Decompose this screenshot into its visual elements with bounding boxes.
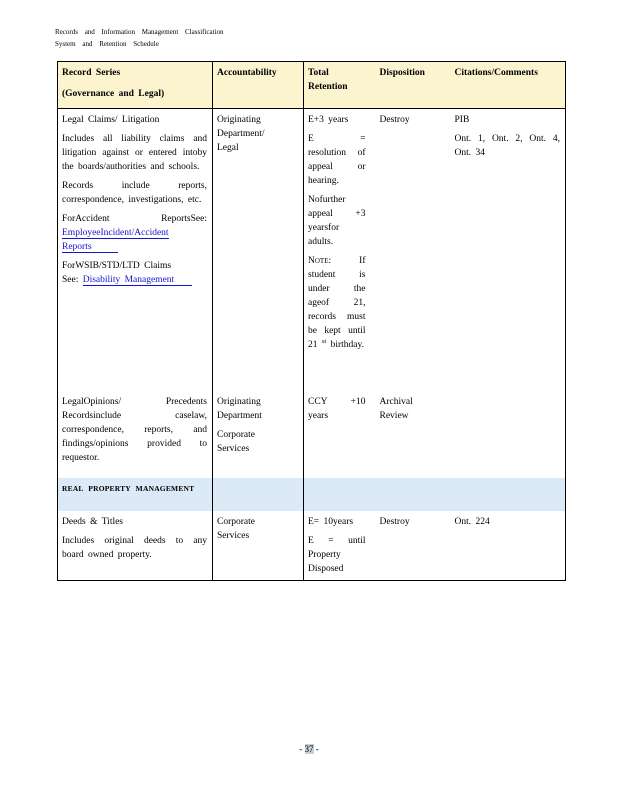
- column-header-total-retention: Total Retention: [304, 62, 376, 109]
- cell-citations-legal-opinions-empty: [451, 391, 566, 478]
- document-header-line2: System and Retention Schedule: [55, 40, 159, 48]
- record-title: Legal Claims/ Litigation: [62, 115, 160, 125]
- table-row-legal-claims: [58, 109, 566, 391]
- record-series-header-title: Record Series: [62, 68, 121, 78]
- retention-line: CCY +10 years: [308, 396, 366, 421]
- retention-note: [308, 254, 366, 352]
- retention-line: E+3 years: [308, 115, 349, 125]
- note-body: If student is under the ageof 21, records must be kept until 21: [308, 256, 366, 350]
- wsib-claims-reference: [62, 259, 207, 287]
- page-footer: [0, 744, 618, 754]
- cell-record-series-legal-opinions: [58, 391, 213, 478]
- record-title: Deeds & Titles: [62, 516, 124, 527]
- record-description: Includes original deeds to any board owned property.: [62, 535, 207, 560]
- record-description: LegalOpinions/ Precedents Recordsinclude caselaw, correspondence, reports, and findings/opinions provided to requestor.: [62, 396, 207, 463]
- cell-disposition-legal-claims: [376, 109, 451, 391]
- disposition-text: Archival Review: [379, 396, 413, 421]
- section-header-title: REAL PROPERTY MANAGEMENT: [62, 483, 195, 493]
- disposition-text: Destroy: [379, 516, 410, 527]
- table-row-deeds-titles: [58, 511, 566, 581]
- cell-citations-deeds: [451, 511, 566, 581]
- record-includes: Records include reports, correspondence, investigations, etc.: [62, 181, 207, 205]
- disposition-text: Destroy: [379, 115, 410, 125]
- column-header-accountability: Accountability: [213, 62, 304, 109]
- page-number-field: 37: [304, 744, 314, 754]
- accident-reports-label: ForAccident ReportsSee:: [62, 214, 207, 224]
- accident-reports-reference: [62, 212, 207, 254]
- column-header-record-series: [58, 62, 213, 109]
- column-header-disposition: Disposition: [376, 62, 451, 109]
- cell-accountability-legal-claims: [213, 109, 304, 391]
- column-header-citations: Citations/Comments: [451, 62, 566, 109]
- note-superscript: st: [321, 337, 327, 345]
- section-filler-cell: [451, 478, 566, 511]
- retention-line: Nofurther appeal +3 yearsfor adults.: [308, 195, 366, 247]
- table-header-row: [58, 62, 566, 109]
- disability-management-link[interactable]: Disability Management: [83, 275, 192, 286]
- retention-schedule-table: [57, 61, 566, 581]
- accountability-text: Originating Department: [217, 396, 262, 421]
- section-row-real-property-management: [58, 478, 566, 511]
- cell-retention-deeds: [304, 511, 376, 581]
- accountability-text: Originating Department/ Legal: [217, 115, 265, 153]
- cell-record-series-deeds: [58, 511, 213, 581]
- document-header: [55, 26, 275, 50]
- section-filler-cell: [213, 478, 304, 511]
- wsib-see-label: See:: [62, 275, 79, 285]
- note-label: Note:: [308, 256, 332, 266]
- section-filler-cell: [304, 478, 376, 511]
- cell-accountability-legal-opinions: [213, 391, 304, 478]
- retention-line: E = resolution of appeal or hearing.: [308, 134, 366, 186]
- section-header-cell: [58, 478, 213, 511]
- document-header-line1: Records and Information Management Classification: [55, 28, 224, 36]
- cell-record-series-legal-claims: [58, 109, 213, 391]
- employee-incident-accident-reports-link[interactable]: EmployeeIncident/Accident Reports: [62, 228, 169, 252]
- page-number-prefix: -: [299, 744, 305, 754]
- cell-accountability-deeds: [213, 511, 304, 581]
- section-filler-cell: [376, 478, 451, 511]
- citations-line: Ont. 1, Ont. 2, Ont. 4, Ont. 34: [454, 134, 560, 158]
- record-series-header-subtitle: (Governance and Legal): [62, 89, 165, 99]
- cell-disposition-legal-opinions: [376, 391, 451, 478]
- page-number-suffix: -: [313, 744, 319, 754]
- accountability-text: Corporate Services: [217, 516, 255, 541]
- cell-disposition-deeds: [376, 511, 451, 581]
- retention-line: E = until Property Disposed: [308, 535, 366, 574]
- table-row-legal-opinions: [58, 391, 566, 478]
- accountability-text: Corporate Services: [217, 429, 255, 454]
- wsib-claims-label: ForWSIB/STD/LTD Claims: [62, 261, 172, 271]
- cell-retention-legal-opinions: [304, 391, 376, 478]
- citations-line: Ont. 224: [454, 516, 490, 527]
- note-tail: birthday.: [330, 340, 365, 350]
- cell-retention-legal-claims: [304, 109, 376, 391]
- retention-line: E= 10years: [308, 516, 354, 527]
- citations-line: PIB: [454, 115, 470, 125]
- record-description: Includes all liability claims and litigation against or entered intoby the boards/authorities and schools.: [62, 134, 207, 172]
- cell-citations-legal-claims: [451, 109, 566, 391]
